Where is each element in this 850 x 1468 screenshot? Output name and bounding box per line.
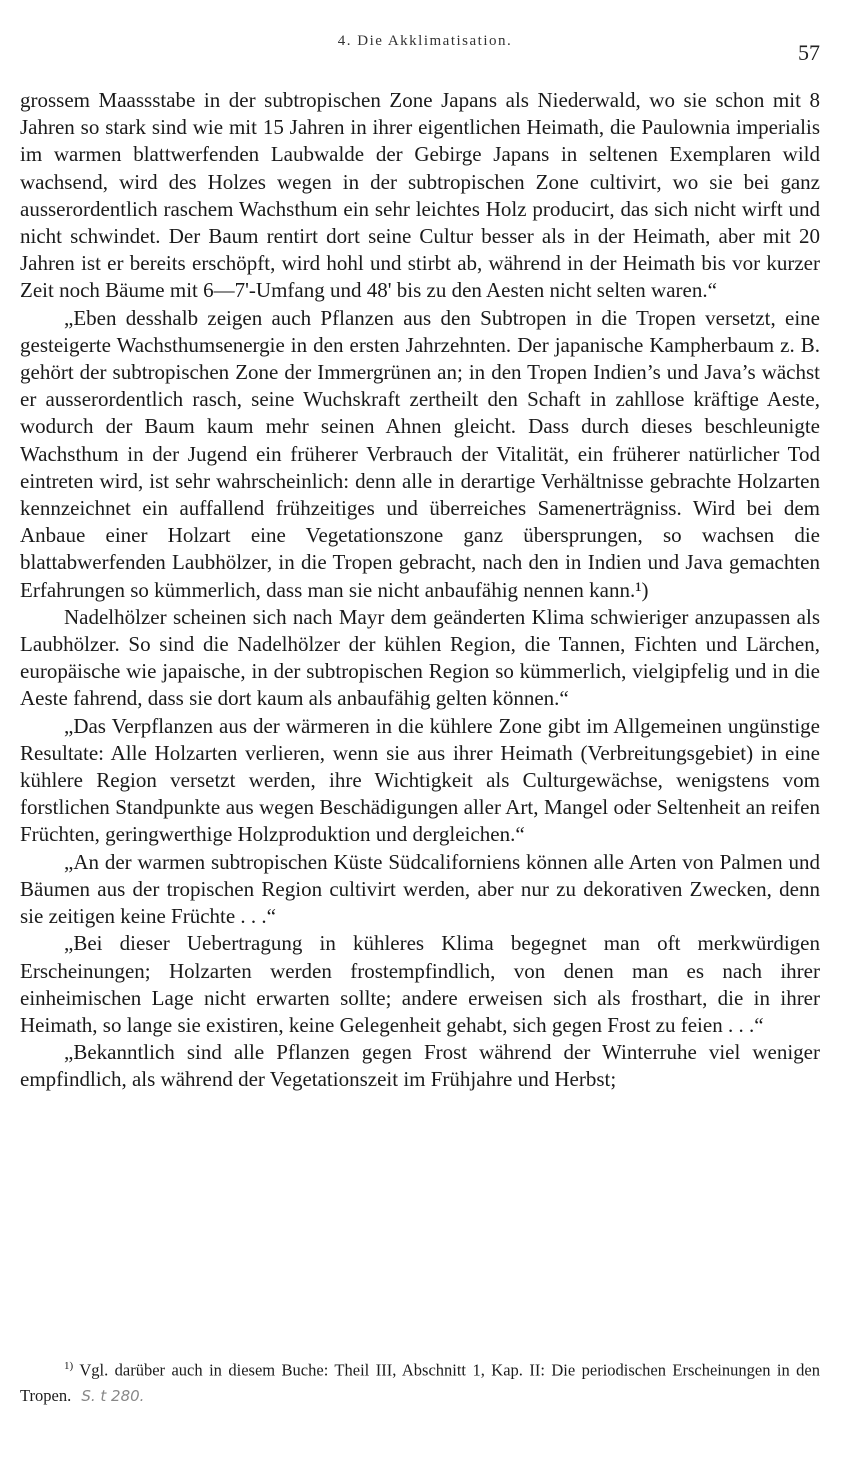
- footnote-mark: 1): [64, 1360, 74, 1372]
- paragraph-5: „An der warmen subtropischen Küste Südcaliforniens können alle Arten von Palmen und Bäumen aus der tropischen Region cultivirt werden, aber nur zu dekorativen Zwecken, denn sie zeitigen keine Früchte . . .“: [20, 849, 820, 929]
- paragraph-6: „Bei dieser Uebertragung in kühleres Klima begegnet man oft merkwürdigen Erscheinungen; Holzarten werden frostempfindlich, von denen man es nach ihrer einheimischen Lage nicht erwarten sollte; andere erweisen sich als frosthart, die in ihrer Heimath, so lange sie existiren, keine Gelegenheit gehabt, sich gegen Frost zu feien . . .“: [20, 931, 820, 1037]
- paragraph-1: grossem Maassstabe in der subtropischen Zone Japans als Niederwald, wo sie schon mit 8 Jahren so stark sind wie mit 15 Jahren in ihrer eigentlichen Heimath, die Paulownia imperialis im warmen blattwerfenden Laubwalde der Gebirge Japans in seltenen Exemplaren wild wachsend, wird des Holzes wegen in der subtropischen Zone cultivirt, wo sie bei ganz ausserordentlich raschem Wachsthum ein sehr leichtes Holz producirt, das sich nicht wirft und nicht schwindet. Der Baum rentirt dort seine Cultur besser als in der Heimath, aber mit 20 Jahren ist er bereits erschöpft, wird hohl und stirbt ab, während in der Heimath bis vor kurzer Zeit noch Bäume mit 6—7'-Umfang und 48' bis zu den Aesten nicht selten waren.“: [20, 88, 820, 303]
- footnote-text: Vgl. darüber auch in diesem Buche: Theil III, Abschnitt 1, Kap. II: Die periodischen Erscheinungen in den Tropen.: [20, 1360, 821, 1405]
- body-text: [20, 87, 820, 1094]
- paragraph-7: „Bekanntlich sind alle Pflanzen gegen Frost während der Winterruhe viel weniger empfindlich, als während der Vegetationszeit im Frühjahre und Herbst;: [20, 1040, 820, 1092]
- handwritten-annotation: S. t 280.: [81, 1386, 145, 1405]
- paragraph-4: „Das Verpflanzen aus der wärmeren in die kühlere Zone gibt im Allgemeinen ungünstige Resultate: Alle Holzarten verlieren, wenn sie aus ihrer Heimath (Verbreitungsgebiet) in eine kühlere Region versetzt werden, ihre Wichtigkeit als Culturgewächse, wenigstens vom forstlichen Standpunkte aus wegen Beschädigungen aller Art, Mangel oder Seltenheit an reifen Früchten, geringwerthige Holzproduktion und dergleichen.“: [20, 713, 820, 847]
- page-number: 57: [798, 40, 820, 65]
- footnote: [20, 1354, 820, 1409]
- paragraph-2: „Eben desshalb zeigen auch Pflanzen aus den Subtropen in die Tropen versetzt, eine gesteigerte Wachsthumsenergie in den ersten Jahrzehnten. Der japanische Kampherbaum z. B. gehört der subtropischen Zone der Immergrünen an; in den Tropen Indien’s und Java’s wächst er ausserordentlich rasch, seine Wuchskraft zertheilt den Schaft in zahllose kräftige Aeste, wodurch der Baum kaum mehr seinen Ahnen gleicht. Dass durch dieses beschleunigte Wachsthum in der Jugend ein früherer Verbrauch der Vitalität, ein früherer natürlicher Tod eintreten wird, ist sehr wahrscheinlich: denn alle in derartige Verhältnisse gebrachte Holzarten kennzeichnet ein auffallend frühzeitiges und überreiches Samenerträgniss. Wird bei dem Anbaue einer Holzart eine Vegetationszone ganz übersprungen, so wachsen die blattabwerfenden Laubhölzer, in die Tropen gebracht, nach den in Indien und Java gemachten Erfahrungen so kümmerlich, dass man sie nicht anbaufähig nennen kann.¹): [20, 305, 820, 602]
- running-head: 4. Die Akklimatisation.: [337, 33, 513, 49]
- paragraph-3: Nadelhölzer scheinen sich nach Mayr dem geänderten Klima schwieriger anzupassen als Laubhölzer. So sind die Nadelhölzer der kühlen Region, die Tannen, Fichten und Lärchen, europäische wie japaische, in der subtropischen Region so kümmerlich, vielgipfelig und in die Aeste fahrend, dass sie dort kaum als anbaufähig gelten können.“: [20, 604, 820, 711]
